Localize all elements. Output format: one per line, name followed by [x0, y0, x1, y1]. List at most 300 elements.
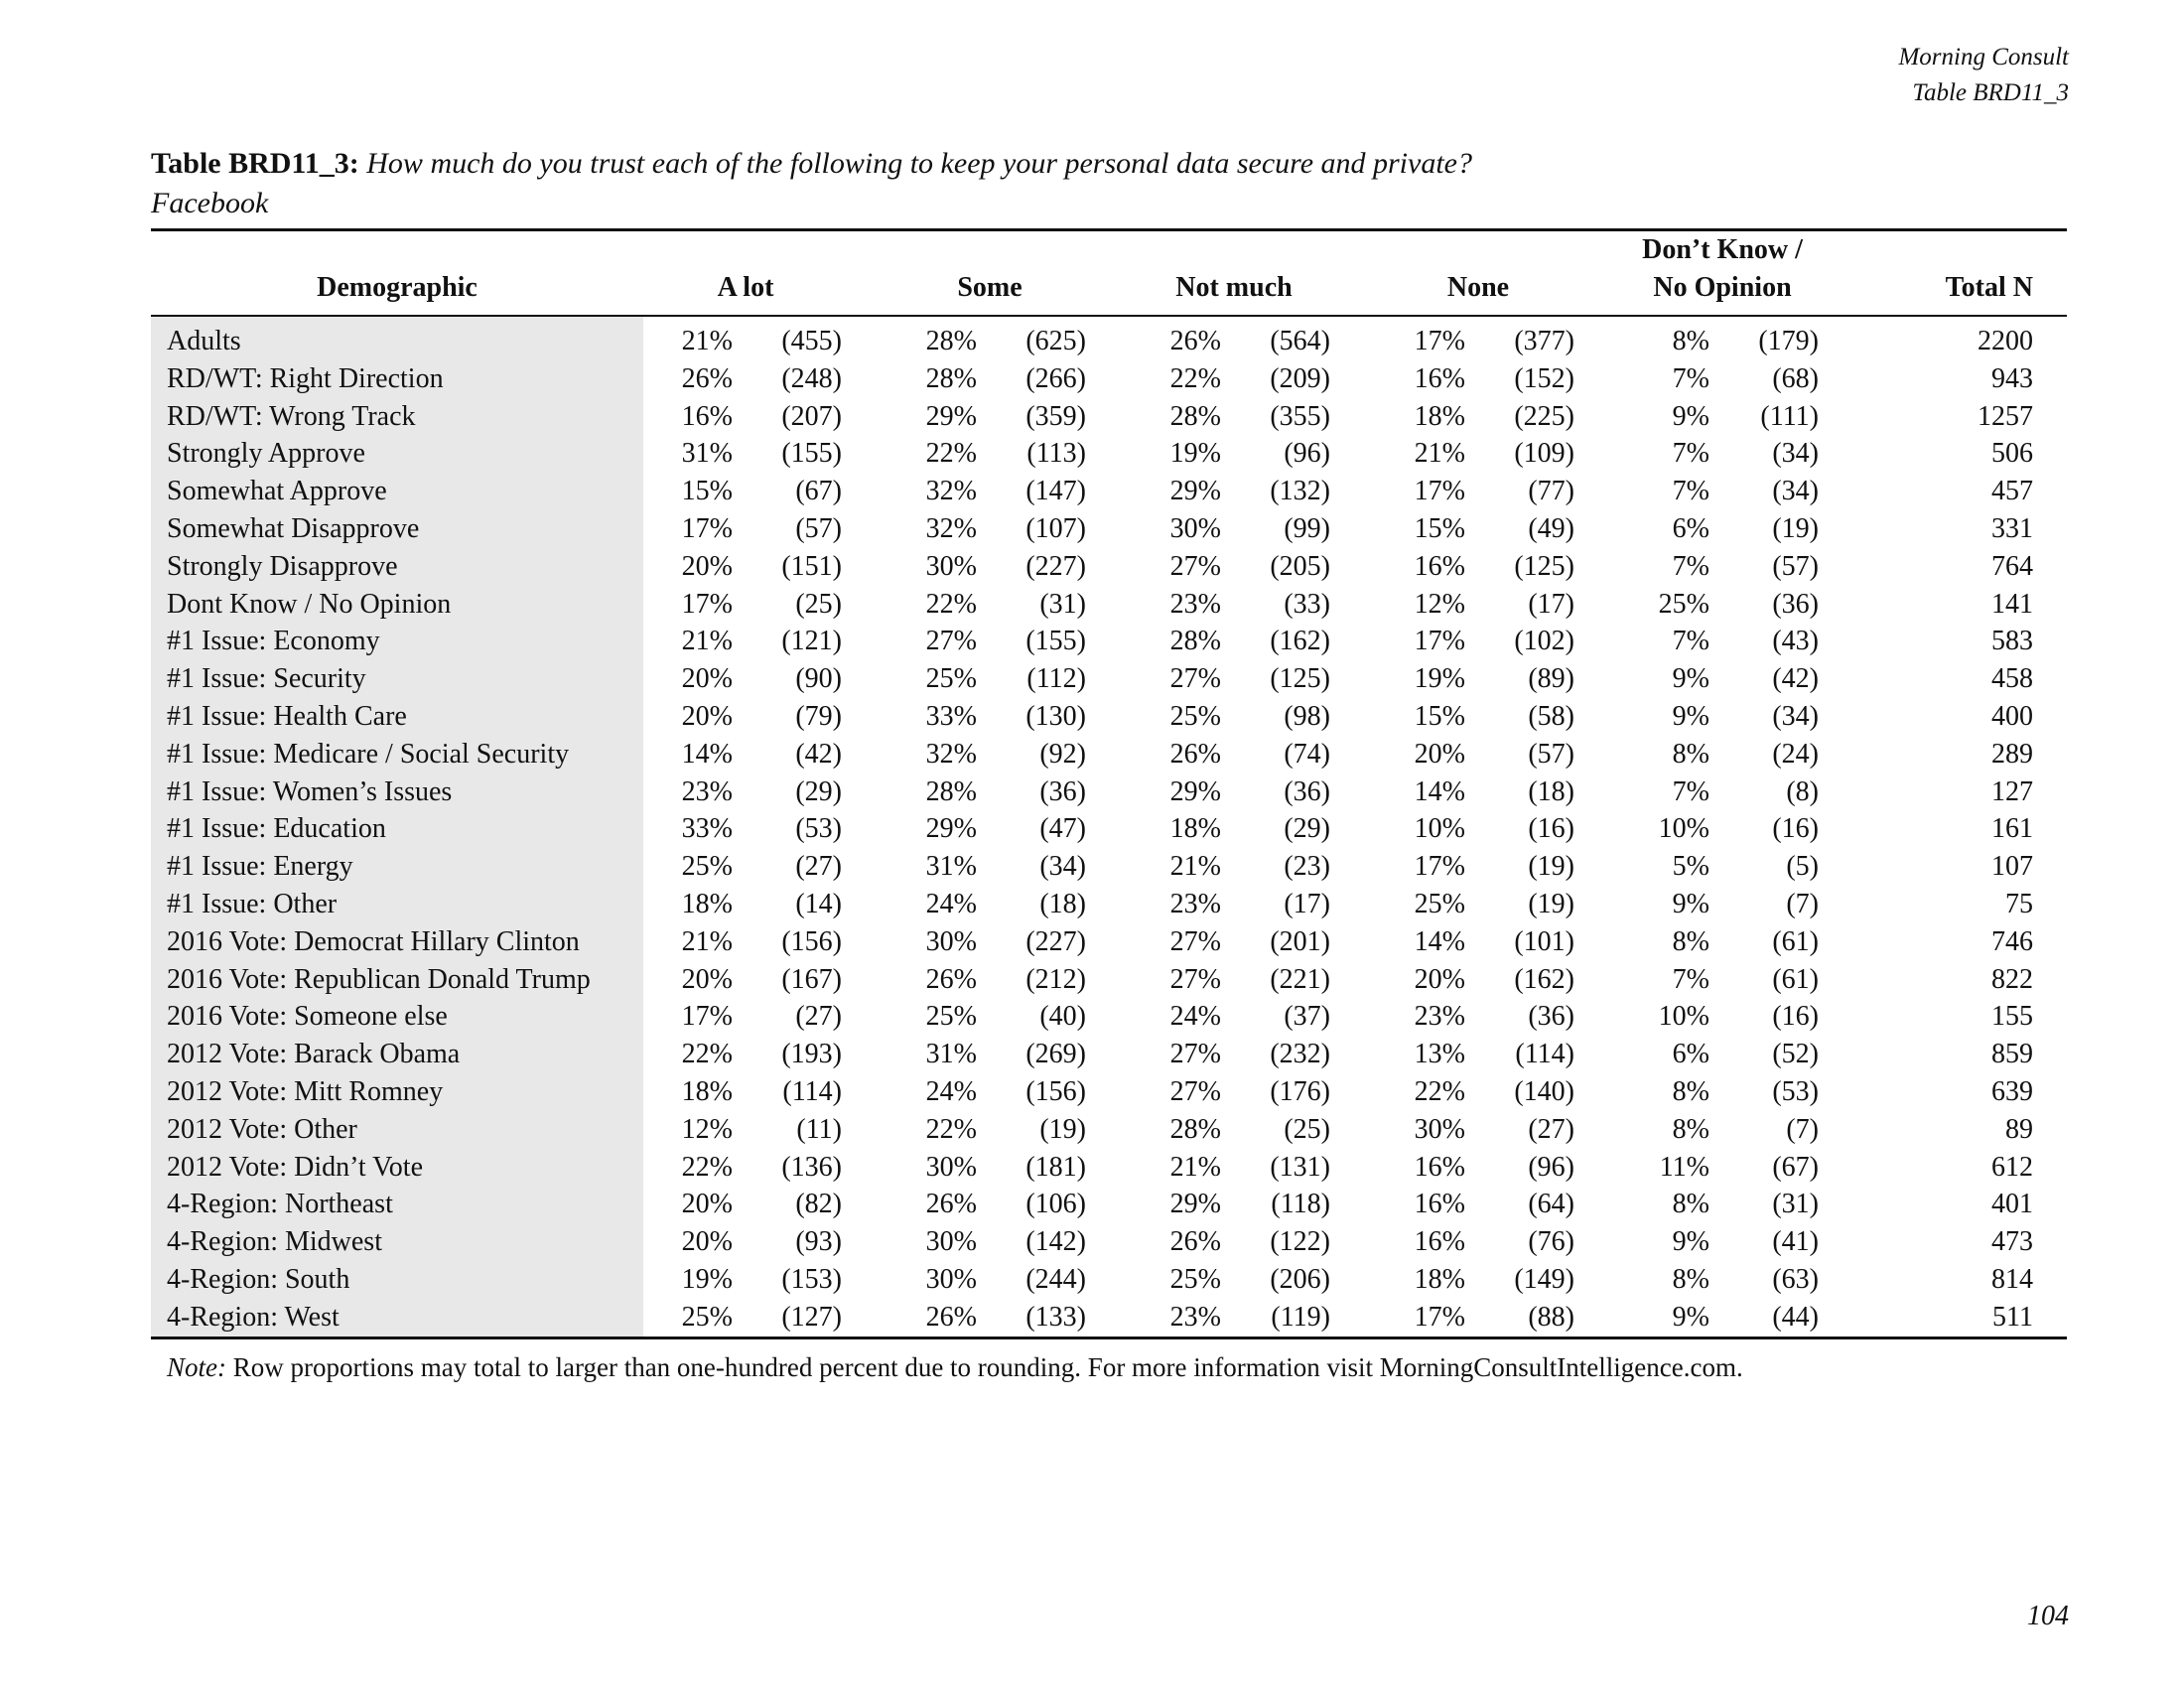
note-text: Row proportions may total to larger than one-hundred percent due to rounding. For more information visit MorningConsultIntelligence.com.: [232, 1352, 1743, 1382]
cell-percent: 7%: [1672, 626, 1709, 657]
cell-percent: 21%: [1169, 851, 1221, 883]
col-header-not-much: Not much: [1132, 230, 1336, 317]
cell-percent: 20%: [1414, 738, 1465, 770]
cell-percent: 27%: [925, 626, 977, 657]
cell-count: (98): [1284, 700, 1330, 732]
cell-count: (58): [1528, 700, 1574, 732]
cell-percent: 12%: [681, 1113, 733, 1145]
cell-total-n: 401: [1991, 1189, 2033, 1220]
cell-count: (52): [1772, 1039, 1819, 1070]
note-label: Note:: [167, 1352, 226, 1382]
cell-count: (34): [1772, 438, 1819, 470]
cell-count: (206): [1270, 1263, 1330, 1295]
cell-percent: 11%: [1659, 1151, 1709, 1183]
cell-count: (113): [1026, 438, 1086, 470]
cell-total-n: 1257: [1978, 400, 2033, 432]
cell-percent: 25%: [925, 1001, 977, 1033]
cell-percent: 22%: [925, 1113, 977, 1145]
row-label: #1 Issue: Economy: [151, 623, 643, 660]
row-label: RD/WT: Right Direction: [151, 360, 643, 398]
cell-percent: 9%: [1672, 700, 1709, 732]
cell-count: (133): [977, 1299, 1092, 1337]
table-row: [151, 923, 2067, 961]
cell-count: (16): [1772, 813, 1819, 845]
cell-percent: 10%: [1658, 1001, 1709, 1033]
row-label: 2012 Vote: Mitt Romney: [151, 1073, 643, 1111]
cell-count: (5): [1786, 851, 1819, 883]
cell-count: (17): [1284, 888, 1330, 919]
cell-percent: 17%: [681, 588, 733, 620]
cell-count: (29): [795, 775, 842, 807]
cell-percent: 27%: [1169, 1039, 1221, 1070]
table-row: [151, 510, 2067, 548]
cell-count: (33): [1284, 588, 1330, 620]
cell-count: (455): [781, 326, 842, 356]
cell-percent: 24%: [925, 888, 977, 919]
cell-percent: 22%: [681, 1151, 733, 1183]
cell-count: (27): [795, 1001, 842, 1033]
cell-count: (181): [1025, 1151, 1086, 1183]
cell-count: (156): [1025, 1075, 1086, 1107]
cell-count: (106): [1025, 1189, 1086, 1220]
cell-count: (212): [1025, 963, 1086, 995]
cell-percent: 25%: [1169, 700, 1221, 732]
cell-total-n: 822: [1991, 963, 2033, 995]
cell-percent: 32%: [925, 512, 977, 544]
row-label: 4-Region: Midwest: [151, 1223, 643, 1261]
cell-count: (18): [1528, 775, 1574, 807]
col-header-dont-know: [1620, 230, 1825, 317]
row-label: Strongly Disapprove: [151, 548, 643, 586]
cell-percent: 19%: [1169, 438, 1221, 470]
cell-count: (227): [1025, 925, 1086, 957]
cell-percent: 22%: [681, 1039, 733, 1070]
cell-percent: 29%: [925, 400, 977, 432]
table-row: [151, 998, 2067, 1036]
cell-percent: 14%: [1414, 925, 1465, 957]
cell-count: (107): [1025, 512, 1086, 544]
cell-total-n: 814: [1991, 1263, 2033, 1295]
cell-count: (131): [1270, 1151, 1330, 1183]
cell-percent: 17%: [1376, 1299, 1465, 1337]
cell-count: (27): [795, 851, 842, 883]
cell-count: (36): [1284, 775, 1330, 807]
cell-total-n: 89: [2005, 1113, 2033, 1145]
cell-total-n: 859: [1991, 1039, 2033, 1070]
cell-percent: 20%: [681, 700, 733, 732]
cell-percent: 28%: [1169, 400, 1221, 432]
table-row: [151, 736, 2067, 774]
cell-percent: 20%: [681, 663, 733, 695]
cell-count: (205): [1270, 550, 1330, 582]
row-label: Adults: [151, 316, 643, 360]
table-row: [151, 435, 2067, 473]
cell-count: (125): [1270, 663, 1330, 695]
row-label: 4-Region: South: [151, 1261, 643, 1299]
cell-total-n: 764: [1991, 550, 2033, 582]
cell-percent: 17%: [681, 1001, 733, 1033]
cell-percent: 24%: [925, 1075, 977, 1107]
cell-count: (179): [1758, 326, 1819, 356]
cell-percent: 8%: [1672, 1075, 1709, 1107]
table-row: [151, 886, 2067, 923]
cell-percent: 23%: [1414, 1001, 1465, 1033]
cell-count: (162): [1514, 963, 1574, 995]
cell-percent: 8%: [1672, 326, 1709, 356]
cell-percent: 26%: [925, 963, 977, 995]
cell-percent: 5%: [1672, 851, 1709, 883]
cell-count: (89): [1528, 663, 1574, 695]
cell-count: (155): [781, 438, 842, 470]
cell-percent: 20%: [681, 1189, 733, 1220]
cell-count: (47): [1039, 813, 1086, 845]
cell-percent: 30%: [925, 1226, 977, 1258]
cell-count: (61): [1772, 963, 1819, 995]
cell-percent: 26%: [1169, 326, 1221, 356]
cell-count: (244): [1025, 1263, 1086, 1295]
crosstab-table-wrap: [151, 228, 2067, 1339]
cell-percent: 15%: [1414, 700, 1465, 732]
cell-count: (227): [1025, 550, 1086, 582]
cell-percent: 9%: [1620, 1299, 1709, 1337]
cell-count: (112): [1026, 663, 1086, 695]
cell-count: (57): [1528, 738, 1574, 770]
cell-count: (132): [1270, 476, 1330, 507]
row-label: 4-Region: Northeast: [151, 1186, 643, 1223]
cell-total-n: 127: [1991, 775, 2033, 807]
cell-percent: 20%: [681, 963, 733, 995]
cell-percent: 27%: [1169, 663, 1221, 695]
row-label: 2012 Vote: Other: [151, 1111, 643, 1149]
cell-percent: 17%: [1414, 626, 1465, 657]
cell-count: (31): [1772, 1189, 1819, 1220]
cell-count: (57): [1772, 550, 1819, 582]
cell-percent: 7%: [1672, 438, 1709, 470]
cell-percent: 28%: [925, 326, 977, 356]
cell-percent: 9%: [1672, 1226, 1709, 1258]
cell-percent: 30%: [1169, 512, 1221, 544]
cell-percent: 31%: [925, 1039, 977, 1070]
cell-percent: 20%: [681, 550, 733, 582]
cell-count: (61): [1772, 925, 1819, 957]
cell-percent: 7%: [1672, 362, 1709, 394]
table-header-row: [151, 230, 2067, 317]
cell-percent: 22%: [1414, 1075, 1465, 1107]
cell-percent: 30%: [925, 925, 977, 957]
cell-count: (17): [1528, 588, 1574, 620]
table-row: [151, 1223, 2067, 1261]
cell-percent: 29%: [1169, 476, 1221, 507]
cell-total-n: 141: [1991, 588, 2033, 620]
cell-percent: 9%: [1672, 888, 1709, 919]
table-row: [151, 774, 2067, 811]
cell-percent: 21%: [1414, 438, 1465, 470]
cell-percent: 21%: [1169, 1151, 1221, 1183]
cell-count: (121): [781, 626, 842, 657]
cell-total-n: 473: [1991, 1226, 2033, 1258]
cell-count: (36): [1039, 775, 1086, 807]
cell-count: (36): [1772, 588, 1819, 620]
cell-percent: 17%: [1414, 851, 1465, 883]
cell-percent: 25%: [925, 663, 977, 695]
cell-total-n: 289: [1991, 738, 2033, 770]
cell-count: (209): [1270, 362, 1330, 394]
table-row: [151, 810, 2067, 848]
cell-count: (111): [1760, 400, 1819, 432]
table-row: [151, 1186, 2067, 1223]
cell-count: (147): [1025, 476, 1086, 507]
org-name: Morning Consult: [1898, 44, 2069, 70]
cell-percent: 29%: [925, 813, 977, 845]
cell-percent: 16%: [1414, 1226, 1465, 1258]
row-label: 2016 Vote: Someone else: [151, 998, 643, 1036]
cell-count: (176): [1270, 1075, 1330, 1107]
title-label: Table BRD11_3:: [151, 147, 359, 180]
cell-total-n: 107: [1991, 851, 2033, 883]
table-row: [151, 1036, 2067, 1073]
cell-count: (19): [1528, 851, 1574, 883]
cell-count: (79): [795, 700, 842, 732]
cell-percent: 28%: [925, 362, 977, 394]
table-row: [151, 1149, 2067, 1187]
cell-count: (40): [1039, 1001, 1086, 1033]
table-row: [151, 586, 2067, 624]
cell-count: (142): [1025, 1226, 1086, 1258]
row-label: Somewhat Approve: [151, 473, 643, 510]
cell-count: (359): [1025, 400, 1086, 432]
cell-percent: 23%: [1169, 888, 1221, 919]
cell-count: (16): [1528, 813, 1574, 845]
cell-total-n: 506: [1991, 438, 2033, 470]
cell-count: (114): [782, 1075, 842, 1107]
cell-percent: 6%: [1672, 512, 1709, 544]
cell-count: (49): [1528, 512, 1574, 544]
cell-count: (232): [1270, 1039, 1330, 1070]
cell-count: (67): [795, 476, 842, 507]
cell-count: (18): [1039, 888, 1086, 919]
cell-count: (25): [1284, 1113, 1330, 1145]
cell-percent: 18%: [681, 888, 733, 919]
cell-percent: 28%: [925, 775, 977, 807]
cell-percent: 26%: [887, 1299, 977, 1337]
cell-count: (193): [781, 1039, 842, 1070]
cell-percent: 28%: [1169, 1113, 1221, 1145]
cell-count: (225): [1514, 400, 1574, 432]
cell-percent: 8%: [1672, 738, 1709, 770]
cell-count: (53): [795, 813, 842, 845]
cell-percent: 27%: [1169, 963, 1221, 995]
cell-percent: 26%: [1169, 1226, 1221, 1258]
cell-percent: 16%: [1414, 550, 1465, 582]
cell-percent: 27%: [1169, 550, 1221, 582]
cell-percent: 19%: [681, 1263, 733, 1295]
cell-count: (151): [781, 550, 842, 582]
cell-count: (34): [1039, 851, 1086, 883]
cell-count: (99): [1284, 512, 1330, 544]
cell-count: (16): [1772, 1001, 1819, 1033]
cell-percent: 20%: [681, 1226, 733, 1258]
cell-count: (101): [1514, 925, 1574, 957]
cell-percent: 13%: [1414, 1039, 1465, 1070]
cell-percent: 18%: [681, 1075, 733, 1107]
cell-count: (155): [1025, 626, 1086, 657]
cell-percent: 15%: [1414, 512, 1465, 544]
col-header-demographic: Demographic: [151, 230, 643, 317]
table-title: [151, 144, 2057, 223]
cell-count: (53): [1772, 1075, 1819, 1107]
cell-count: (34): [1772, 700, 1819, 732]
cell-percent: 16%: [681, 400, 733, 432]
cell-percent: 32%: [925, 476, 977, 507]
row-label: #1 Issue: Security: [151, 660, 643, 698]
cell-count: (8): [1786, 775, 1819, 807]
cell-count: (23): [1284, 851, 1330, 883]
cell-total-n: 511: [1825, 1299, 2067, 1337]
col-header-dont-know-line1: Don’t Know /: [1642, 234, 1803, 265]
cell-percent: 33%: [925, 700, 977, 732]
cell-percent: 31%: [925, 851, 977, 883]
cell-percent: 8%: [1672, 1263, 1709, 1295]
table-row: [151, 660, 2067, 698]
row-label: #1 Issue: Other: [151, 886, 643, 923]
cell-count: (96): [1284, 438, 1330, 470]
table-row: [151, 1261, 2067, 1299]
table-row: [151, 473, 2067, 510]
cell-count: (27): [1528, 1113, 1574, 1145]
cell-count: (7): [1786, 888, 1819, 919]
cell-count: (162): [1270, 626, 1330, 657]
cell-count: (42): [795, 738, 842, 770]
cell-count: (68): [1772, 362, 1819, 394]
cell-total-n: 746: [1991, 925, 2033, 957]
cell-count: (57): [795, 512, 842, 544]
col-header-a-lot: A lot: [643, 230, 848, 317]
cell-total-n: 639: [1991, 1075, 2033, 1107]
cell-count: (41): [1772, 1226, 1819, 1258]
cell-total-n: 612: [1991, 1151, 2033, 1183]
row-label: RD/WT: Wrong Track: [151, 398, 643, 436]
cell-percent: 12%: [1414, 588, 1465, 620]
row-label: #1 Issue: Education: [151, 810, 643, 848]
cell-count: (207): [781, 400, 842, 432]
cell-percent: 25%: [1414, 888, 1465, 919]
cell-count: (149): [1514, 1263, 1574, 1295]
cell-percent: 14%: [1414, 775, 1465, 807]
cell-total-n: 75: [2005, 888, 2033, 919]
cell-total-n: 400: [1991, 700, 2033, 732]
cell-count: (90): [795, 663, 842, 695]
cell-count: (43): [1772, 626, 1819, 657]
cell-count: (167): [781, 963, 842, 995]
cell-percent: 29%: [1169, 1189, 1221, 1220]
cell-count: (130): [1025, 700, 1086, 732]
cell-count: (67): [1772, 1151, 1819, 1183]
cell-percent: 22%: [925, 588, 977, 620]
cell-total-n: 2200: [1978, 326, 2033, 356]
table-id: Table BRD11_3: [1912, 79, 2069, 106]
cell-percent: 23%: [681, 775, 733, 807]
cell-percent: 9%: [1672, 663, 1709, 695]
cell-percent: 22%: [1169, 362, 1221, 394]
cell-count: (102): [1514, 626, 1574, 657]
cell-percent: 8%: [1672, 1113, 1709, 1145]
cell-percent: 8%: [1672, 1189, 1709, 1220]
cell-percent: 30%: [925, 1151, 977, 1183]
row-label: #1 Issue: Women’s Issues: [151, 774, 643, 811]
cell-count: (34): [1772, 476, 1819, 507]
col-header-total: Total N: [1825, 230, 2067, 317]
col-header-none: None: [1376, 230, 1580, 317]
cell-count: (7): [1786, 1113, 1819, 1145]
cell-count: (93): [795, 1226, 842, 1258]
cell-total-n: 155: [1991, 1001, 2033, 1033]
cell-percent: 16%: [1414, 362, 1465, 394]
cell-count: (114): [1515, 1039, 1574, 1070]
cell-percent: 25%: [1169, 1263, 1221, 1295]
cell-percent: 18%: [1414, 400, 1465, 432]
cell-percent: 15%: [681, 476, 733, 507]
cell-count: (122): [1270, 1226, 1330, 1258]
cell-count: (377): [1514, 326, 1574, 356]
cell-count: (77): [1528, 476, 1574, 507]
cell-percent: 27%: [1169, 925, 1221, 957]
cell-percent: 23%: [1132, 1299, 1221, 1337]
cell-percent: 31%: [681, 438, 733, 470]
cell-percent: 29%: [1169, 775, 1221, 807]
cell-count: (269): [1025, 1039, 1086, 1070]
cell-percent: 7%: [1672, 476, 1709, 507]
cell-count: (74): [1284, 738, 1330, 770]
cell-percent: 10%: [1658, 813, 1709, 845]
crosstab-table: [151, 228, 2067, 1339]
cell-count: (625): [1025, 326, 1086, 356]
cell-count: (76): [1528, 1226, 1574, 1258]
row-label: Strongly Approve: [151, 435, 643, 473]
cell-total-n: 457: [1991, 476, 2033, 507]
table-row: [151, 698, 2067, 736]
cell-count: (136): [781, 1151, 842, 1183]
cell-percent: 26%: [681, 362, 733, 394]
cell-count: (64): [1528, 1189, 1574, 1220]
cell-percent: 18%: [1169, 813, 1221, 845]
cell-count: (88): [1465, 1299, 1580, 1337]
cell-count: (24): [1772, 738, 1819, 770]
cell-percent: 9%: [1672, 400, 1709, 432]
cell-total-n: 161: [1991, 813, 2033, 845]
cell-count: (127): [733, 1299, 848, 1337]
cell-percent: 19%: [1414, 663, 1465, 695]
cell-percent: 8%: [1672, 925, 1709, 957]
col-header-dont-know-line2: No Opinion: [1653, 272, 1792, 303]
cell-count: (248): [781, 362, 842, 394]
cell-percent: 33%: [681, 813, 733, 845]
cell-count: (37): [1284, 1001, 1330, 1033]
cell-percent: 7%: [1672, 550, 1709, 582]
table-row: [151, 1111, 2067, 1149]
cell-percent: 7%: [1672, 963, 1709, 995]
cell-count: (156): [781, 925, 842, 957]
table-row: [151, 398, 2067, 436]
cell-count: (92): [1039, 738, 1086, 770]
cell-percent: 18%: [1414, 1263, 1465, 1295]
cell-count: (355): [1270, 400, 1330, 432]
row-label: #1 Issue: Energy: [151, 848, 643, 886]
row-label: 2012 Vote: Barack Obama: [151, 1036, 643, 1073]
title-subject: Facebook: [151, 187, 269, 219]
cell-count: (63): [1772, 1263, 1819, 1295]
cell-count: (201): [1270, 925, 1330, 957]
row-label: Somewhat Disapprove: [151, 510, 643, 548]
